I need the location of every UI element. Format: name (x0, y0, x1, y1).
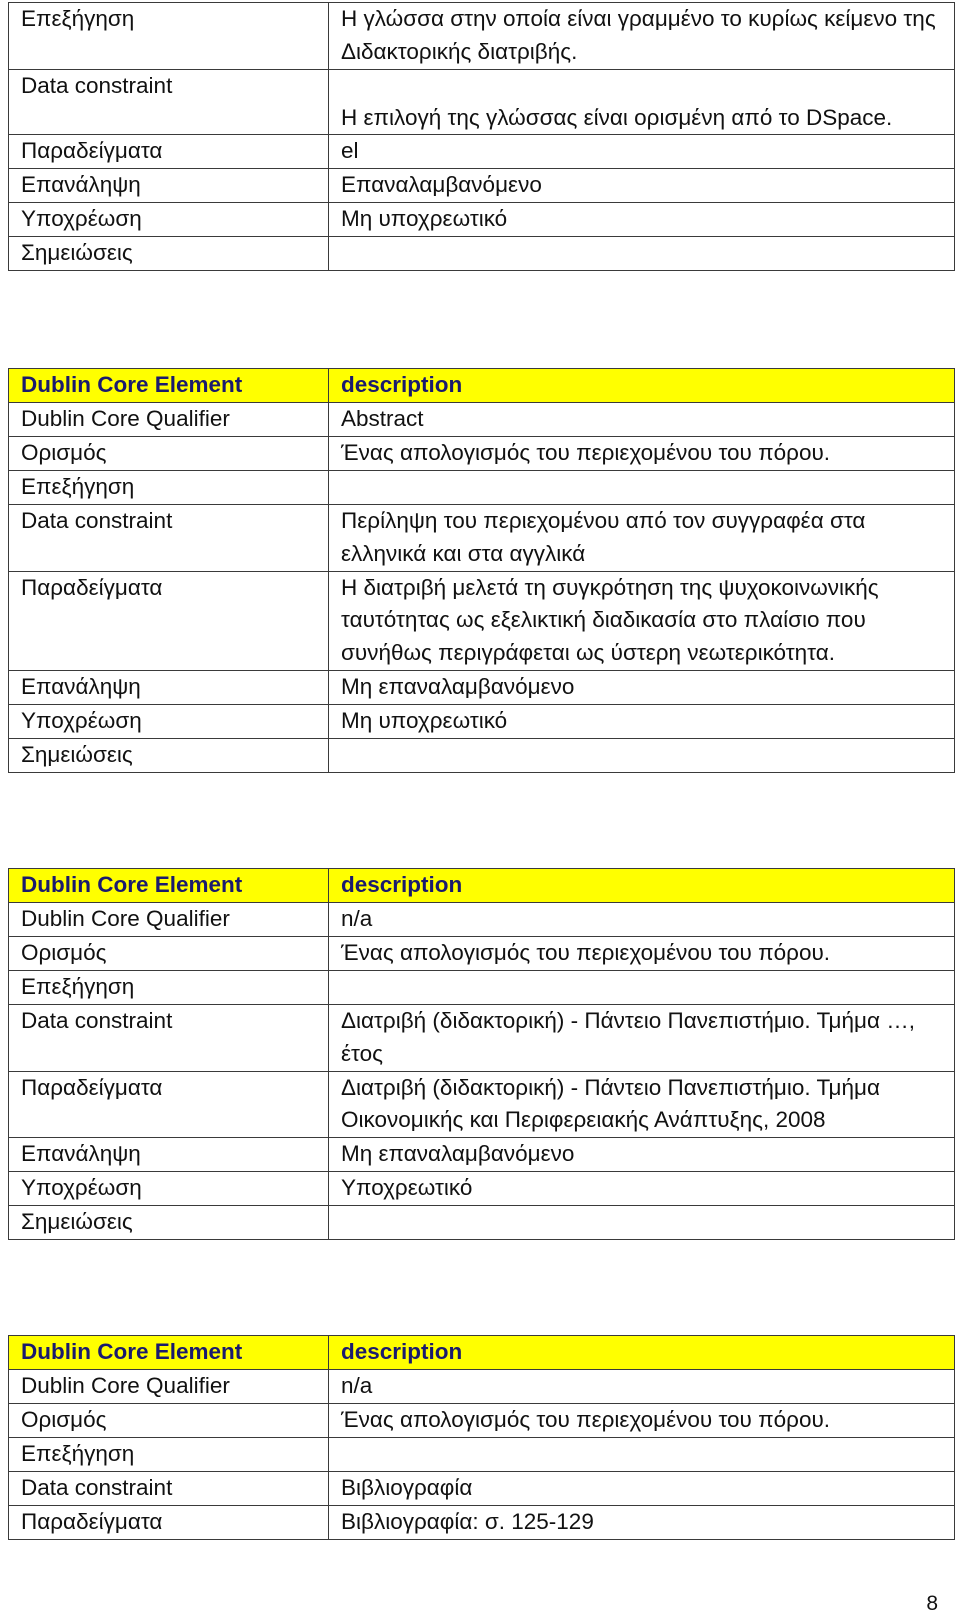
table-row (9, 3, 955, 70)
table-row (9, 169, 955, 203)
row-label: Υποχρέωση (9, 1172, 329, 1206)
table-row (9, 1138, 955, 1172)
row-value: Διατριβή (διδακτορική) - Πάντειο Πανεπιστήμιο. Τμήμα …, έτος (329, 1005, 955, 1072)
row-label: Σημειώσεις (9, 738, 329, 772)
row-label: Dublin Core Qualifier (9, 403, 329, 437)
row-label: Data constraint (9, 1472, 329, 1506)
row-value (329, 237, 955, 271)
table-header-row (9, 369, 955, 403)
table-row (9, 1206, 955, 1240)
table-header-row (9, 1336, 955, 1370)
row-label: Επανάληψη (9, 169, 329, 203)
metadata-table-bibliography (8, 1335, 955, 1540)
row-label: Παραδείγματα (9, 1506, 329, 1540)
row-value: Ένας απολογισμός του περιεχομένου του πόρου. (329, 437, 955, 471)
row-value-text: Η επιλογή της γλώσσας είναι ορισμένη από το DSpace. (341, 104, 893, 130)
row-label: Data constraint (9, 505, 329, 572)
metadata-table-language (8, 2, 955, 271)
table-row (9, 670, 955, 704)
row-label: Επεξήγηση (9, 971, 329, 1005)
metadata-table-abstract (8, 368, 955, 773)
row-value (329, 1206, 955, 1240)
row-value: Η διατριβή μελετά τη συγκρότηση της ψυχοκοινωνικής ταυτότητας ως εξελικτική διαδικασία στο πλαίσιο που συνήθως περιγράφεται ως ύστερη νεωτερικότητα. (329, 571, 955, 670)
row-value: description (329, 869, 955, 903)
row-label: Σημειώσεις (9, 237, 329, 271)
table-row (9, 1005, 955, 1072)
row-value: Μη υποχρεωτικό (329, 704, 955, 738)
row-value: Ένας απολογισμός του περιεχομένου του πόρου. (329, 937, 955, 971)
table-row (9, 1370, 955, 1404)
table-row (9, 903, 955, 937)
row-label: Υποχρέωση (9, 704, 329, 738)
row-label: Ορισμός (9, 937, 329, 971)
row-value: Abstract (329, 403, 955, 437)
row-value (329, 69, 955, 135)
row-label: Επανάληψη (9, 1138, 329, 1172)
table-row (9, 1472, 955, 1506)
row-value: n/a (329, 903, 955, 937)
row-label: Επεξήγηση (9, 471, 329, 505)
row-value: Περίληψη του περιεχομένου από τον συγγραφέα στα ελληνικά και στα αγγλικά (329, 505, 955, 572)
table-row (9, 738, 955, 772)
table-row (9, 403, 955, 437)
table-row (9, 505, 955, 572)
row-label: Dublin Core Element (9, 869, 329, 903)
table-row (9, 937, 955, 971)
row-value (329, 971, 955, 1005)
row-value: Η γλώσσα στην οποία είναι γραμμένο το κυρίως κείμενο της Διδακτορικής διατριβής. (329, 3, 955, 70)
table-row (9, 704, 955, 738)
metadata-table-thesis-note (8, 868, 955, 1240)
table-row (9, 1404, 955, 1438)
row-value: description (329, 1336, 955, 1370)
table-row (9, 437, 955, 471)
row-value: Υποχρεωτικό (329, 1172, 955, 1206)
row-label: Επανάληψη (9, 670, 329, 704)
row-value: Ένας απολογισμός του περιεχομένου του πόρου. (329, 1404, 955, 1438)
table-row (9, 237, 955, 271)
table-row (9, 571, 955, 670)
table-row (9, 1172, 955, 1206)
row-value: Μη επαναλαμβανόμενο (329, 1138, 955, 1172)
row-label: Παραδείγματα (9, 1071, 329, 1138)
table-row (9, 69, 955, 135)
table-row (9, 1506, 955, 1540)
row-value: el (329, 135, 955, 169)
row-label: Data constraint (9, 1005, 329, 1072)
row-value: Διατριβή (διδακτορική) - Πάντειο Πανεπιστήμιο. Τμήμα Οικονομικής και Περιφερειακής Ανάπτυξης, 2008 (329, 1071, 955, 1138)
row-value (329, 738, 955, 772)
table-row (9, 203, 955, 237)
row-label: Dublin Core Element (9, 369, 329, 403)
page-number: 8 (926, 1592, 938, 1615)
row-label: Παραδείγματα (9, 135, 329, 169)
row-label: Dublin Core Element (9, 1336, 329, 1370)
row-value: Βιβλιογραφία (329, 1472, 955, 1506)
row-label: Data constraint (9, 69, 329, 135)
row-value: Επαναλαμβανόμενο (329, 169, 955, 203)
row-value: Μη επαναλαμβανόμενο (329, 670, 955, 704)
row-value: n/a (329, 1370, 955, 1404)
table-header-row (9, 869, 955, 903)
row-label: Παραδείγματα (9, 571, 329, 670)
row-label: Επεξήγηση (9, 3, 329, 70)
row-label: Ορισμός (9, 437, 329, 471)
row-value: Μη υποχρεωτικό (329, 203, 955, 237)
table-row (9, 971, 955, 1005)
table-row (9, 135, 955, 169)
table-row (9, 471, 955, 505)
row-value (329, 471, 955, 505)
row-label: Dublin Core Qualifier (9, 903, 329, 937)
row-label: Ορισμός (9, 1404, 329, 1438)
table-row (9, 1438, 955, 1472)
table-row (9, 1071, 955, 1138)
row-label: Σημειώσεις (9, 1206, 329, 1240)
row-label: Υποχρέωση (9, 203, 329, 237)
row-value (329, 1438, 955, 1472)
row-label: Επεξήγηση (9, 1438, 329, 1472)
row-value: Βιβλιογραφία: σ. 125-129 (329, 1506, 955, 1540)
row-value: description (329, 369, 955, 403)
row-label: Dublin Core Qualifier (9, 1370, 329, 1404)
